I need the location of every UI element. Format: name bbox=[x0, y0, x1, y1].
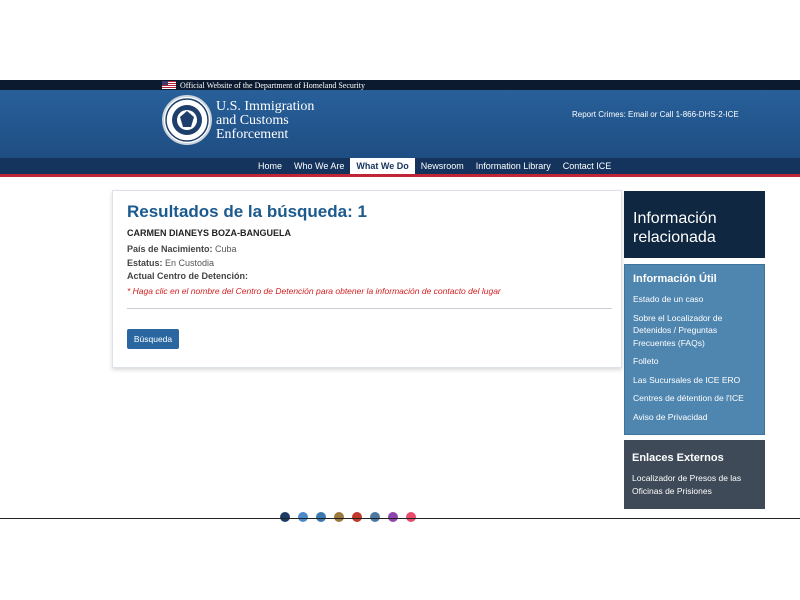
social-icon[interactable] bbox=[280, 512, 290, 522]
agency-name-line-2: and Customs bbox=[216, 113, 289, 128]
results-title: Resultados de la búsqueda: 1 bbox=[127, 202, 367, 221]
status-row bbox=[127, 258, 214, 268]
social-icon[interactable] bbox=[298, 512, 308, 522]
external-links-box bbox=[624, 440, 765, 509]
bottom-divider bbox=[0, 518, 800, 519]
nav-what-we-do[interactable]: What We Do bbox=[350, 158, 414, 174]
nav-contact-ice[interactable]: Contact ICE bbox=[562, 161, 612, 171]
detention-center-label: Actual Centro de Detención: bbox=[127, 271, 249, 281]
agency-name-line-1: U.S. Immigration bbox=[216, 99, 315, 114]
link-bop-inmate-locator[interactable]: Localizador de Presos de las Oficinas de Prisiones bbox=[632, 473, 742, 496]
official-strip bbox=[0, 80, 800, 90]
official-website-banner bbox=[162, 80, 365, 90]
search-button[interactable]: Búsqueda bbox=[127, 329, 179, 349]
social-icon[interactable] bbox=[316, 512, 326, 522]
status-label: Estatus: bbox=[127, 258, 163, 268]
nav-information-library[interactable]: Information Library bbox=[475, 161, 551, 171]
birth-country-row bbox=[127, 244, 237, 254]
results-divider bbox=[127, 308, 612, 309]
related-title-line-2: relacionada bbox=[633, 229, 716, 246]
detention-center-row bbox=[127, 271, 248, 281]
link-privacy-notice[interactable]: Aviso de Privacidad bbox=[633, 411, 708, 422]
social-icon[interactable] bbox=[334, 512, 344, 522]
social-icon[interactable] bbox=[352, 512, 362, 522]
related-information-box bbox=[624, 191, 765, 258]
social-links bbox=[280, 512, 416, 522]
site-header bbox=[0, 90, 800, 158]
status-value: En Custodia bbox=[165, 258, 215, 268]
useful-information-title: Información Útil bbox=[633, 273, 717, 285]
link-case-status[interactable]: Estado de un caso bbox=[633, 294, 704, 304]
link-brochure[interactable]: Folleto bbox=[633, 356, 659, 366]
nav-accent-line bbox=[0, 174, 800, 177]
nav-who-we-are[interactable]: Who We Are bbox=[294, 161, 345, 171]
dhs-seal-icon[interactable] bbox=[162, 95, 212, 145]
social-icon[interactable] bbox=[370, 512, 380, 522]
agency-name[interactable] bbox=[216, 100, 314, 142]
report-crimes-text: Report Crimes: Email or Call 1-866-DHS-2-ICE bbox=[572, 110, 739, 119]
social-icon[interactable] bbox=[406, 512, 416, 522]
official-website-text: Official Website of the Department of Homeland Security bbox=[180, 80, 366, 90]
us-flag-icon bbox=[162, 81, 176, 89]
external-links-title: Enlaces Externos bbox=[632, 452, 724, 464]
birth-country-value: Cuba bbox=[215, 244, 237, 254]
detainee-name: CARMEN DIANEYS BOZA-BANGUELA bbox=[127, 228, 291, 238]
related-title-line-1: Información bbox=[633, 210, 717, 227]
agency-name-line-3: Enforcement bbox=[216, 127, 289, 142]
link-detention-centers[interactable]: Centres de détention de l'ICE bbox=[633, 393, 744, 403]
useful-information-box bbox=[624, 264, 765, 435]
detention-center-note: * Haga clic en el nombre del Centro de Detención para obtener la información de contacto del lugar bbox=[127, 286, 501, 296]
nav-home[interactable]: Home bbox=[258, 161, 283, 171]
link-detainee-locator-faqs[interactable]: Sobre el Localizador de Detenidos / Preguntas Frecuentes (FAQs) bbox=[633, 312, 723, 348]
birth-country-label: País de Nacimiento: bbox=[127, 244, 213, 254]
link-ero-field-offices[interactable]: Las Sucursales de ICE ERO bbox=[633, 374, 741, 385]
social-icon[interactable] bbox=[388, 512, 398, 522]
nav-items bbox=[252, 158, 617, 174]
nav-newsroom[interactable]: Newsroom bbox=[420, 161, 464, 171]
